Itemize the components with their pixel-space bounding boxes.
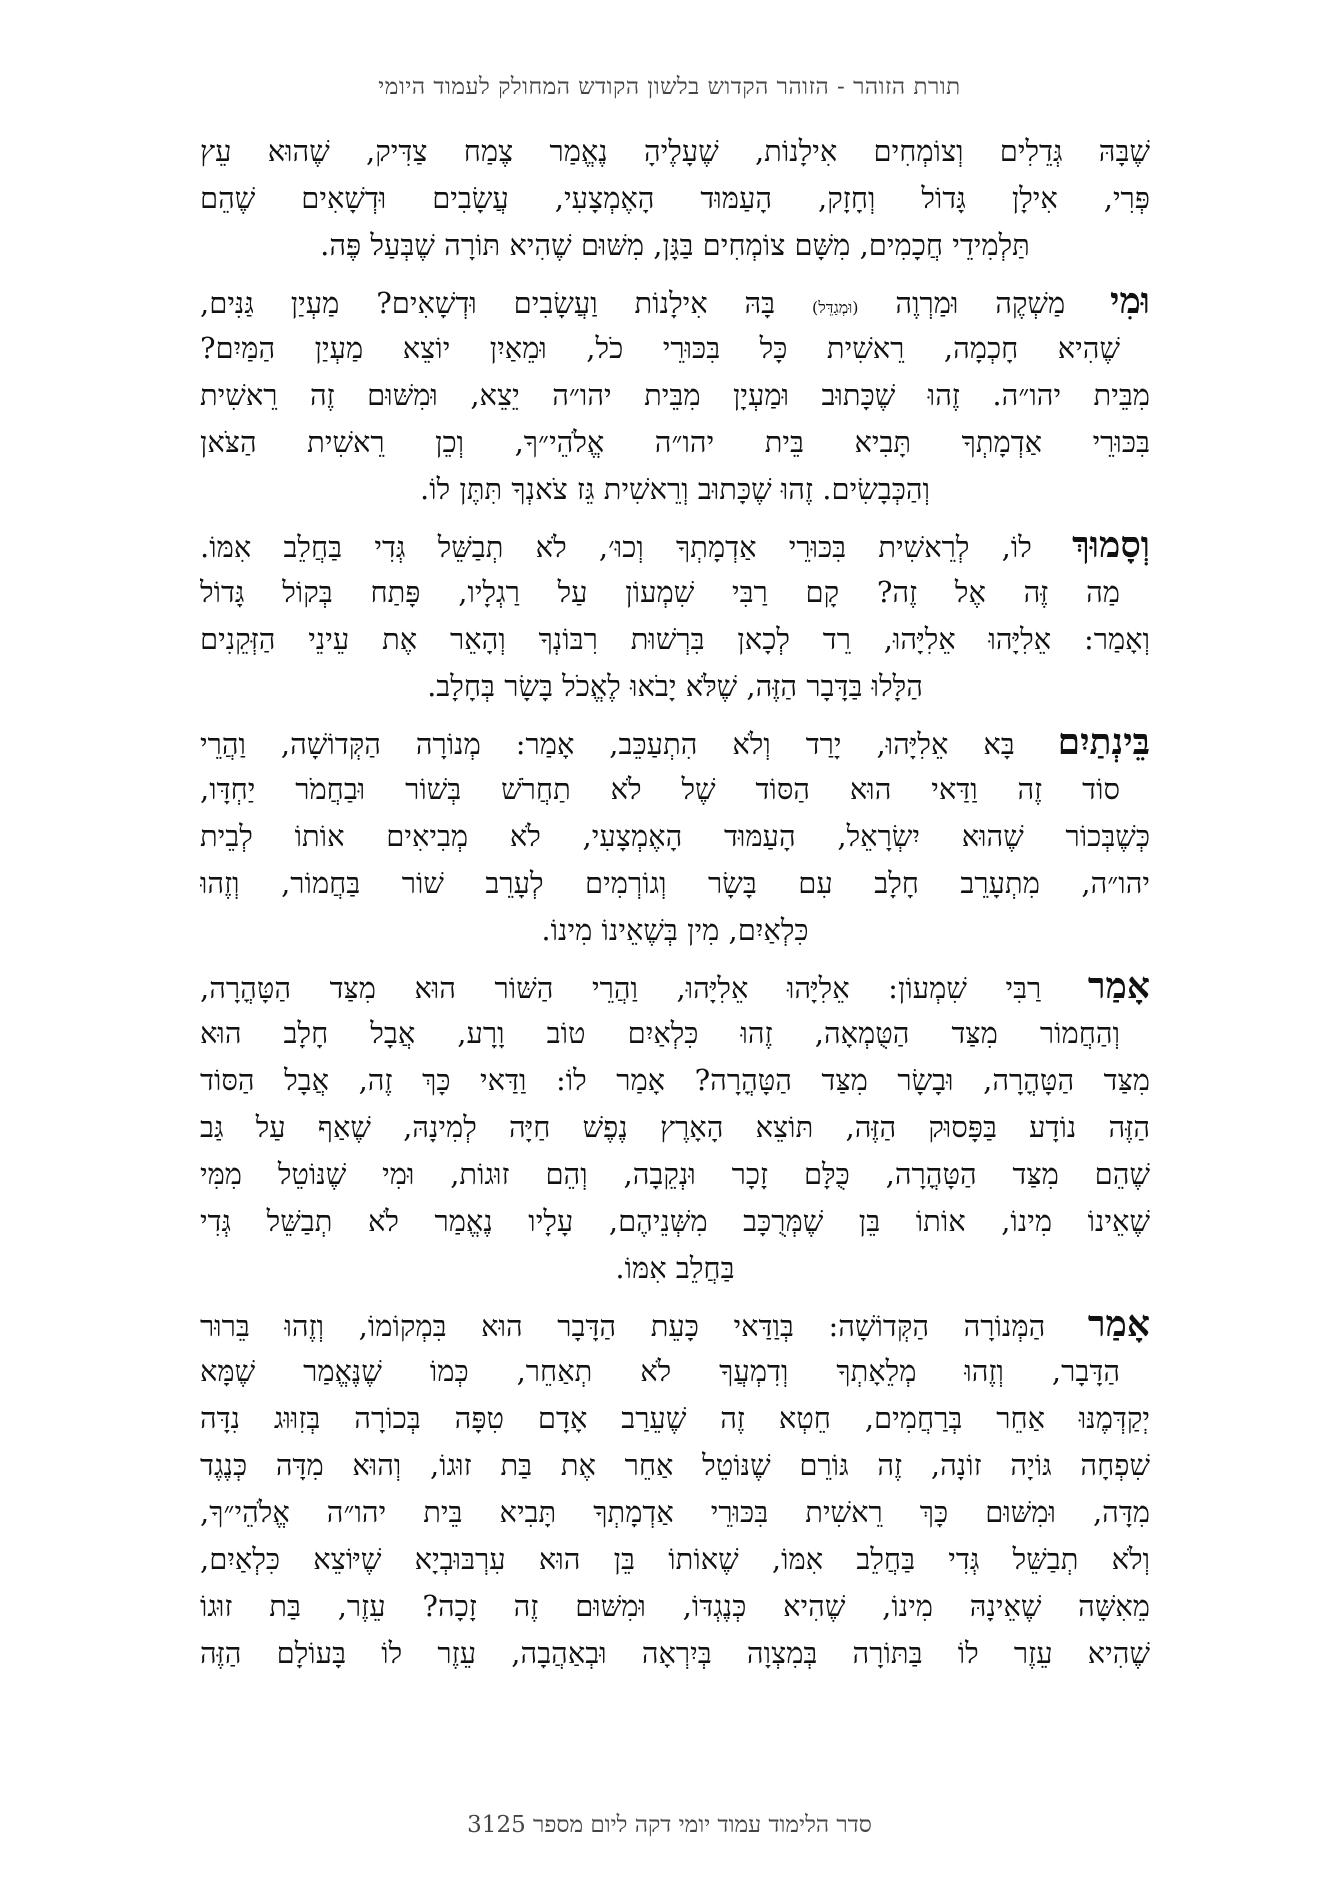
text-line <box>200 719 1150 766</box>
text-line: יְקַדְּמֶנּוּ אַחֵר בְּרַחֲמִים, חֵטְא זֶה שֶׁעֵרַב אָדָם טִפָּה בְּכוֹרָה בְּזִוּוּג נִדָּה <box>200 1401 1150 1435</box>
text-segment: לוֹ, לְרֵאשִׁית בִּכּוּרֵי אַדְמָתְךָ וְכוּ׳, לֹא תְבַשֵּׁל גְּדִי בַּחֲלֵב אִמּוֹ. <box>200 530 1032 564</box>
paragraph-lead-word: אָמַר <box>1087 965 1150 1007</box>
text-segment: רַבִּי שִׁמְעוֹן: אֵלִיָּהוּ אֵלִיָּהוּ, וַהֲרֵי הַשּׁוֹר הוּא מִצַּד הַטָּהֳרָה, <box>200 971 1042 1005</box>
paragraph <box>200 128 1150 269</box>
text-line: מִדָּה, וּמִשּׁוּם כָּךְ רֵאשִׁית בִּכּוּרֵי אַדְמָתְךָ תָּבִיא בֵּית יהו״ה אֱלֹהֵי״ךָ, <box>200 1495 1150 1529</box>
text-line: סוֹד זֶה וַדַּאי הוּא הַסּוֹד שֶׁל לֹא תַחֲרֹשׁ בְּשׁוֹר וּבַחֲמֹר יַחְדָּו, <box>200 772 1120 806</box>
text-line: וְאָמַר: אֵלִיָּהוּ אֵלִיָּהוּ, רֵד לְכָאן בִּרְשׁוּת רִבּוֹנְךָ וְהָאֵר אֶת עֵינֵי הַזְּקֵנִים <box>200 622 1150 656</box>
parenthetical-note: (וּמְגַדֵּל) <box>812 298 859 317</box>
text-line: שֶׁבָּהּ גְּדֵלִים וְצוֹמְחִים אִילָנוֹת, שֶׁעָלֶיהָ נֶאֱמַר צֶמַח צַדִּיק, שֶׁהוּא עֵץ <box>200 134 1150 168</box>
paragraph <box>200 278 1150 513</box>
paragraph-lead-word: וְסָמוּךְ <box>1072 524 1150 566</box>
text-line: שֶׁאֵינוֹ מִינוֹ, אוֹתוֹ בֵּן שֶׁמְּרֻכָּב מִשְּׁנֵיהֶם, עָלָיו נֶאֱמַר לֹא תְבַשֵּׁל גְּדִי <box>200 1204 1150 1238</box>
text-line: מִבֵּית יהו״ה. זֶהוּ שֶׁכָּתוּב וּמַעְיָן מִבֵּית יהו״ה יֵצֵא, וּמִשּׁוּם זֶה רֵאשִׁית <box>200 378 1150 412</box>
paragraph <box>200 963 1150 1292</box>
text-line: שֶׁהֵם מִצַּד הַטָּהֳרָה, כֻּלָּם זָכָר וּנְקֵבָה, וְהֵם זוּגוֹת, וּמִי שֶׁנּוֹטֵל מִמִּי <box>200 1157 1150 1191</box>
text-line <box>200 963 1150 1010</box>
paragraph-lead-word: וּמִי <box>1110 280 1150 322</box>
text-line: שֶׁהִיא חָכְמָה, רֵאשִׁית כָּל בִּכּוּרֵי כֹל, וּמֵאַיִן יוֹצֵא מַעְיַן הַמַּיִם? <box>200 331 1120 365</box>
text-segment: בָּא אֵלִיָּהוּ, יָרַד וְלֹא הִתְעַכֵּב, אָמַר: מְנוֹרָה הַקְּדוֹשָׁה, וַהֲרֵי <box>200 727 1015 761</box>
text-segment: הַמְּנוֹרָה הַקְּדוֹשָׁה: בְּוַדַּאי כָּעֵת הַדָּבָר הוּא בִּמְקוֹמוֹ, וְזֶהוּ בֵּרוּר <box>200 1309 1046 1343</box>
text-line: מִצַּד הַטָּהֳרָה, וּבָשָׂר מִצַּד הַטָּהֳרָה? אָמַר לוֹ: וַדַּאי כָּךְ זֶה, אֲבָל הַסּוֹד <box>200 1063 1150 1097</box>
text-segment: בָּהּ אִילָנוֹת וַעֲשָׂבִים וּדְשָׁאִים? מַעְיַן גַּנִּים, <box>200 286 776 320</box>
text-line: פְּרִי, אִילָן גָּדוֹל וְחָזָק, הָעַמּוּד הָאֶמְצָעִי, עֲשָׂבִים וּדְשָׁאִים שֶׁהֵם <box>200 181 1150 215</box>
text-line: בִּכּוּרֵי אַדְמָתְךָ תָּבִיא בֵּית יהו״ה אֱלֹהֵי״ךָ, וְכֵן רֵאשִׁית הַצֹּאן <box>200 425 1150 459</box>
text-line: מֵאִשָּׁה שֶׁאֵינָהּ מִינוֹ, שֶׁהִיא כְּנֶגְדּוֹ, וּמִשּׁוּם זֶה זָכָה? עֵזֶר, בַּת זוּגוֹ <box>200 1589 1150 1623</box>
text-body <box>200 128 1150 1686</box>
running-footer: סדר הלימוד עמוד יומי דקה ליום מספר 3125 <box>467 1812 872 1838</box>
text-line: מַה זֶּה אֶל זֶה? קָם רַבִּי שִׁמְעוֹן עַל רַגְלָיו, פָּתַח בְּקוֹל גָּדוֹל <box>200 575 1120 609</box>
text-line: הַלָּלוּ בַּדָּבָר הַזֶּה, שֶׁלֹּא יָבֹאוּ לֶאֱכֹל בָּשָׂר בְּחָלָב. <box>427 669 923 703</box>
text-line: תַּלְמִידֵי חֲכָמִים, מִשָּׁם צוֹמְחִים בַּגָּן, מִשּׁוּם שֶׁהִיא תּוֹרָה שֶׁבְּעַל פֶּה. <box>320 228 1030 262</box>
paragraph <box>200 719 1150 954</box>
text-line: שֶׁהִיא עֵזֶר לוֹ בַּתּוֹרָה בְּמִצְוָה בְּיִרְאָה וּבְאַהֲבָה, עֵזֶר לוֹ בָּעוֹלָם הַזֶּה <box>200 1636 1150 1670</box>
text-line: בַּחֲלֵב אִמּוֹ. <box>615 1251 735 1285</box>
text-line: הַזֶּה נוֹדָע בַּפָּסוּק הַזֶּה, תּוֹצֵא הָאָרֶץ נֶפֶשׁ חַיָּה לְמִינָהּ, שֶׁאַף עַל גַּב <box>200 1110 1150 1144</box>
text-line <box>200 1301 1150 1348</box>
paragraph-lead-word: אָמַר <box>1087 1303 1150 1345</box>
text-line: שִׁפְחָה גּוֹיָה זוֹנָה, זֶה גּוֹרֵם שֶׁנּוֹטֵל אַחֵר אֶת בַּת זוּגוֹ, וְהוּא מִדָּה כְּנֶגֶד <box>200 1448 1150 1482</box>
text-segment: מַשְׁקֶה וּמַרְוֶה <box>895 286 1066 320</box>
text-line: הַדָּבָר, וְזֶהוּ מְלֵאָתְךָ וְדִמְעֲךָ לֹא תְאַחֵר, כְּמוֹ שֶׁנֶּאֱמַר שֶׁמָּא <box>200 1354 1120 1388</box>
paragraph-lead-word: בֵּינְתַיִם <box>1057 721 1150 763</box>
running-header: תורת הזוהר - הזוהר הקדוש בלשון הקודש המחולק לעמוד היומי <box>378 74 961 100</box>
text-line: כְּשֶׁבְּכוֹר שֶׁהוּא יִשְׂרָאֵל, הָעַמּוּד הָאֶמְצָעִי, לֹא מְבִיאִים אוֹתוֹ לְבֵית <box>200 819 1150 853</box>
paragraph <box>200 522 1150 710</box>
text-line: וְהַחֲמוֹר מִצַּד הַטֻּמְאָה, זֶהוּ כִּלְאַיִם טוֹב וָרָע, אֲבָל חָלָב הוּא <box>200 1016 1120 1050</box>
text-line: וְלֹא תְבַשֵּׁל גְּדִי בַּחֲלֵב אִמּוֹ, שֶׁאוֹתוֹ בֵּן הוּא עִרְבּוּבְיָא שֶׁיּוֹצֵא כִּלְאַיִם, <box>200 1542 1150 1576</box>
text-line <box>200 522 1150 569</box>
paragraph <box>200 1301 1150 1677</box>
text-line: כִּלְאַיִם, מִין בְּשֶׁאֵינוֹ מִינוֹ. <box>541 913 809 947</box>
text-line <box>200 278 1150 325</box>
text-line: יהו״ה, מִתְעָרֵב חָלָב עִם בָּשָׂר וְגוֹרְמִים לְעָרֵב שׁוֹר בַּחֲמוֹר, וְזֶהוּ <box>200 866 1150 900</box>
text-line: וְהַכְּבָשִׂים. זֶהוּ שֶׁכָּתוּב וְרֵאשִׁית גֵּז צֹאנְךָ תִּתֶּן לוֹ. <box>420 472 930 506</box>
